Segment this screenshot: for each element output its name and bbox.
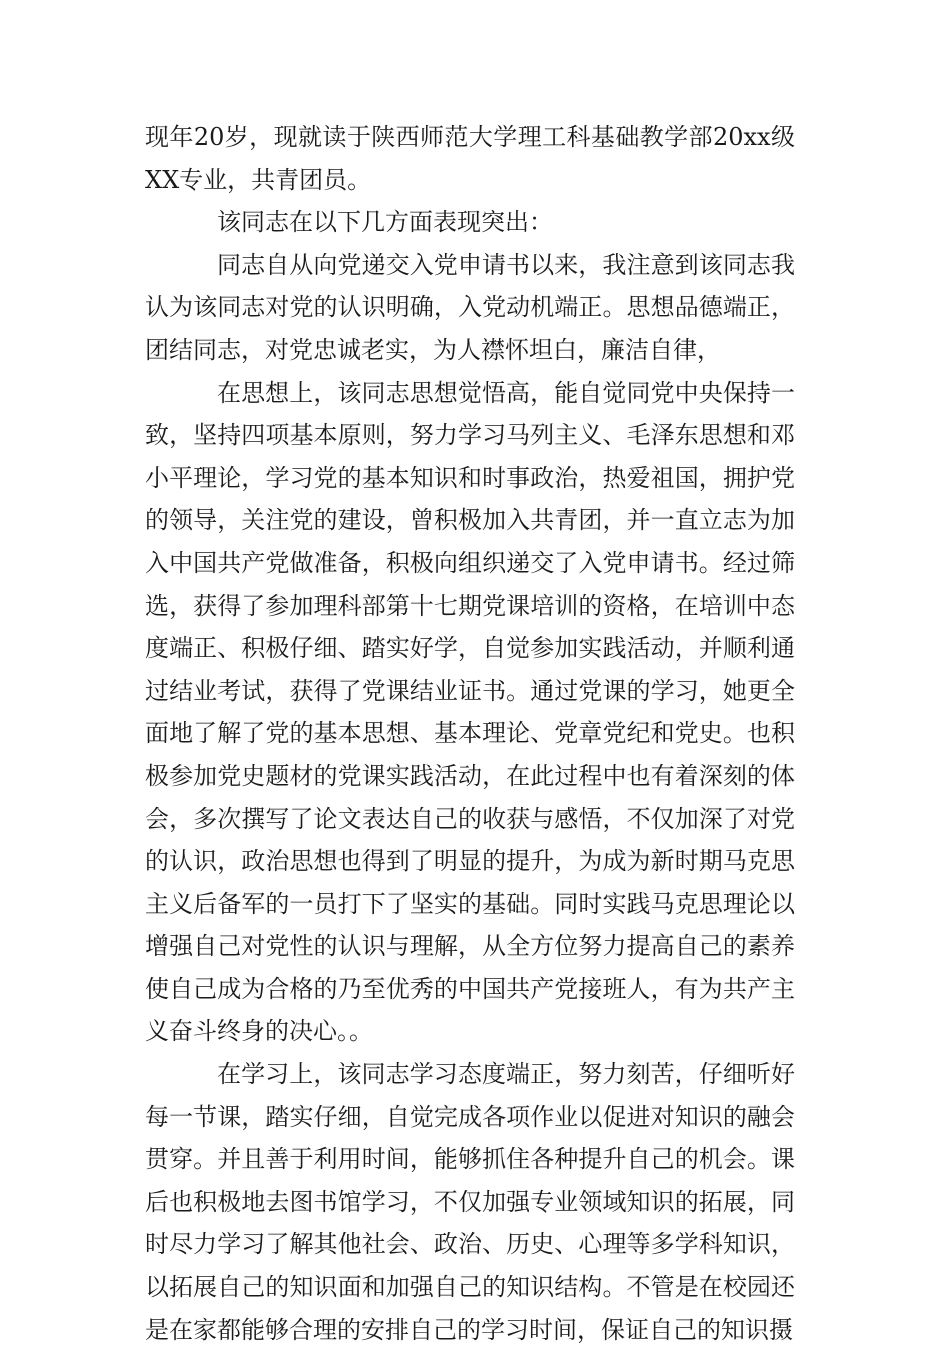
document-body — [145, 116, 795, 1351]
paragraph-intro: 现年20岁，现就读于陕西师范大学理工科基础教学部20xx级XX专业，共青团员。 — [145, 123, 795, 194]
paragraph-ideology: 在思想上，该同志思想觉悟高，能自觉同党中央保持一致，坚持四项基本原则，努力学习马列主义、毛泽东思想和邓小平理论，学习党的基本知识和时事政治，热爱祖国，拥护党的领导，关注党的建设，曾积极加入共青团，并一直立志为加入中国共产党做准备，积极向组织递交了入党申请书。经过筛选，获得了参加理科部第十七期党课培训的资格，在培训中态度端正、积极仔细、踏实好学，自觉参加实践活动，并顺利通过结业考试，获得了党课结业证书。通过党课的学习，她更全面地了解了党的基本思想、基本理论、党章党纪和党史。也积极参加党史题材的党课实践活动，在此过程中也有着深刻的体会，多次撰写了论文表达自己的收获与感悟，不仅加深了对党的认识，政治思想也得到了明显的提升，为成为新时期马克思主义后备军的一员打下了坚实的基础。同时实践马克思理论以增强自己对党性的认识与理解，从全方位努力提高自己的素养使自己成为合格的乃至优秀的中国共产党接班人，有为共产主义奋斗终身的决心。。 — [145, 378, 795, 1046]
paragraph-highlights-heading: 该同志在以下几方面表现突出： — [217, 208, 553, 237]
paragraph-study: 在学习上，该同志学习态度端正，努力刻苦，仔细听好每一节课，踏实仔细，自觉完成各项作业以促进对知识的融会贯穿。并且善于利用时间，能够抓住各种提升自己的机会。课后也积极地去图书馆学习，不仅加强专业领域知识的拓展，同时尽力学习了解其他社会、政治、历史、心理等多学科知识，以拓展自己的知识面和加强自己的知识结构。不管是在校园还是在家都能够合理的安排自己的学习时间，保证自己的知识摄 — [145, 1060, 795, 1344]
paragraph-motivation: 同志自从向党递交入党申请书以来，我注意到该同志我认为该同志对党的认识明确，入党动机端正。思想品德端正，团结同志，对党忠诚老实，为人襟怀坦白，廉洁自律， — [145, 250, 795, 364]
